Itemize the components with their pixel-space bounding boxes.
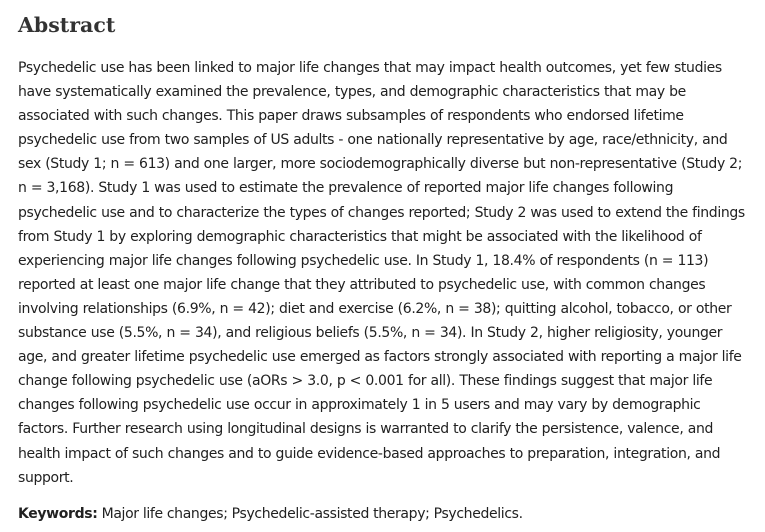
keywords-line [18,502,746,526]
keywords-text: Major life changes; Psychedelic-assisted therapy; Psychedelics. [101,505,523,522]
abstract-body: Psychedelic use has been linked to major life changes that may impact health outcomes, yet few studies have systematically examined the prevalence, types, and demographic characteristics that may be associated with such changes. This paper draws subsamples of respondents who endorsed lifetime psychedelic use from two samples of US adults - one nationally representative by age, race/ethnicity, and sex (Study 1; n = 613) and one larger, more sociodemographically diverse but non-representative (Study 2; n = 3,168). Study 1 was used to estimate the prevalence of reported major life changes following psychedelic use and to characterize the types of changes reported; Study 2 was used to extend the findings from Study 1 by exploring demographic characteristics that might be associated with the likelihood of experiencing major life changes following psychedelic use. In Study 1, 18.4% of respondents (n = 113) reported at least one major life change that they attributed to psychedelic use, with common changes involving relationships (6.9%, n = 42); diet and exercise (6.2%, n = 38); quitting alcohol, tobacco, or other substance use (5.5%, n = 34), and religious beliefs (5.5%, n = 34). In Study 2, higher religiosity, younger age, and greater lifetime psychedelic use emerged as factors strongly associated with reporting a major life change following psychedelic use (aORs > 3.0, p < 0.001 for all). These findings suggest that major life changes following psychedelic use occur in approximately 1 in 5 users and may vary by demographic factors. Further research using longitudinal designs is warranted to clarify the persistence, valence, and health impact of such changes and to guide evidence-based approaches to preparation, integration, and support. [18,60,745,486]
abstract-section [18,10,746,526]
keywords-label: Keywords: [18,505,98,522]
abstract-heading: Abstract [18,13,116,37]
